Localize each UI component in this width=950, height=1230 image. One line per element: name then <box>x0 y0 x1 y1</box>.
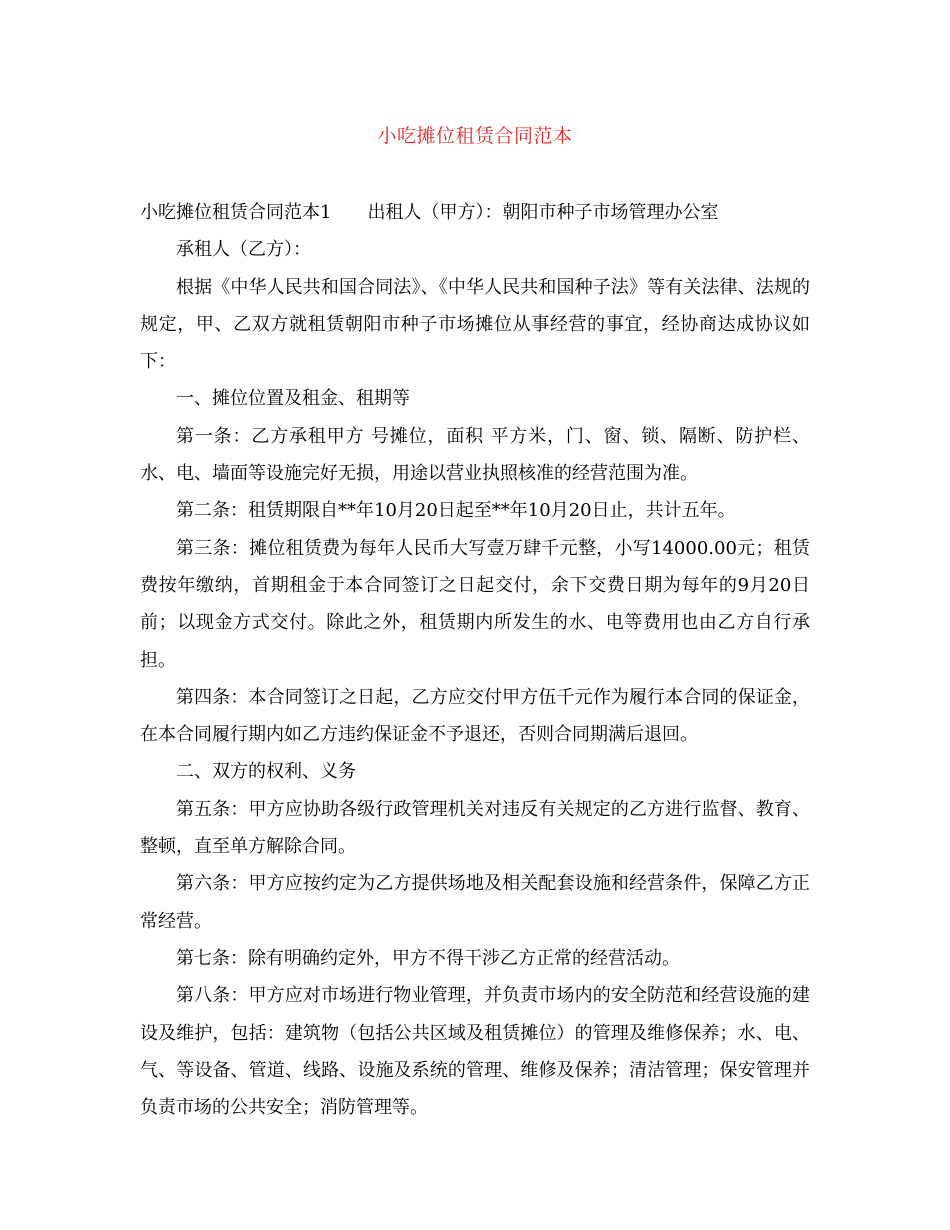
lessor-line: 出租人（甲方）：朝阳市种子市场管理办公室 <box>367 202 719 223</box>
intro-line <box>140 194 810 231</box>
section-heading-1: 一、摊位位置及租金、租期等 <box>176 388 410 410</box>
article-3: 第三条：摊位租赁费为每年人民币大写壹万肆千元整，小写14000.00元；租赁费按年缴纳，首期租金于本合同签订之日起交付，余下交费日期为每年的9月20日前；以现金方式交付。除此之外，租赁期内所发生的水、电等费用也由乙方自行承担。 <box>140 537 810 671</box>
section-heading-2: 二、双方的权利、义务 <box>176 761 356 783</box>
intro-heading: 小吃摊位租赁合同范本1 <box>140 202 332 223</box>
paragraph-lessee: 承租人（乙方）： <box>176 239 311 261</box>
article-1: 第一条：乙方承租甲方 号摊位，面积 平方米，门、窗、锁、隔断、防护栏、水、电、墙面等设施完好无损，用途以营业执照核准的经营范围为准。 <box>140 425 810 485</box>
paragraph-preamble: 根据《中华人民共和国合同法》、《中华人民共和国种子法》等有关法律、法规的规定，甲、乙双方就租赁朝阳市种子市场摊位从事经营的事宜，经协商达成协议如下： <box>140 276 810 373</box>
document-title: 小吃摊位租赁合同范本 <box>377 125 573 147</box>
document-body <box>140 194 810 1126</box>
article-4: 第四条：本合同签订之日起，乙方应交付甲方伍千元作为履行本合同的保证金，在本合同履行期内如乙方违约保证金不予退还，否则合同期满后退回。 <box>140 686 810 746</box>
article-2: 第二条：租赁期限自**年10月20日起至**年10月20日止，共计五年。 <box>176 500 736 522</box>
article-8: 第八条：甲方应对市场进行物业管理，并负责市场内的安全防范和经营设施的建设及维护，包括：建筑物（包括公共区域及租赁摊位）的管理及维修保养；水、电、气、等设备、管道、线路、设施及系统的管理、维修及保养；清洁管理；保安管理并负责市场的公共安全；消防管理等。 <box>140 985 810 1119</box>
article-5: 第五条：甲方应协助各级行政管理机关对违反有关规定的乙方进行监督、教育、整顿，直至单方解除合同。 <box>140 798 810 858</box>
article-7: 第七条：除有明确约定外，甲方不得干涉乙方正常的经营活动。 <box>176 947 680 969</box>
article-6: 第六条：甲方应按约定为乙方提供场地及相关配套设施和经营条件，保障乙方正常经营。 <box>140 873 810 932</box>
